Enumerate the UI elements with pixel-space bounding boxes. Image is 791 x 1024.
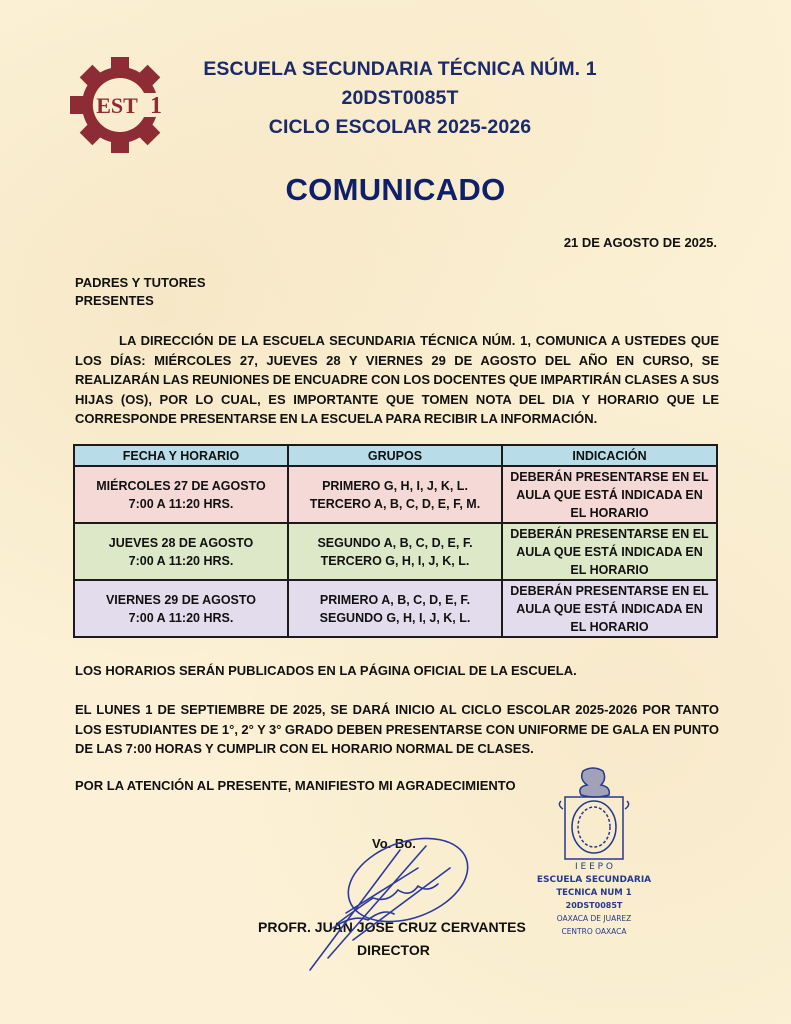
school-start-paragraph: EL LUNES 1 DE SEPTIEMBRE DE 2025, SE DARÁ INICIO AL CICLO ESCOLAR 2025-2026 POR TANTO LOS ESTUDIANTES DE 1°, 2° Y 3° GRADO DEBEN PRESENTARSE CON UNIFORME DE GALA EN PUNTO DE LAS 7:00 HORAS Y CUMPLIR CON EL HORARIO NORMAL DE CLASES. [75,702,719,757]
row-groups-2: SEGUNDO G, H, I, J, K, L. [319,610,471,625]
cell-groups [288,523,502,580]
table-row [74,580,717,637]
table-header-row [74,445,717,466]
row-date: MIÉRCOLES 27 DE AGOSTO [96,478,266,493]
table-row [74,466,717,523]
school-cycle: CICLO ESCOLAR 2025-2026 [268,116,532,138]
approval-label: Vo. Bo. [372,836,416,851]
recipient-line-1: PADRES Y TUTORES [75,275,206,290]
document-date: 21 DE AGOSTO DE 2025. [563,235,717,250]
school-name: ESCUELA SECUNDARIA TÉCNICA NÚM. 1 [203,58,597,80]
row-groups-1: PRIMERO G, H, I, J, K, L. [322,478,468,493]
recipient-line-2: PRESENTES [75,293,154,308]
seal-line-5: OAXACA DE JUAREZ [556,914,632,923]
row-date: VIERNES 29 DE AGOSTO [105,592,257,607]
cell-groups [288,580,502,637]
header-fecha-horario: FECHA Y HORARIO [74,445,288,466]
row-time: 7:00 A 11:20 HRS. [128,553,234,568]
table-row [74,523,717,580]
cell-indication: DEBERÁN PRESENTARSE EN EL AULA QUE ESTÁ INDICADA EN EL HORARIO [502,523,717,580]
row-groups-1: PRIMERO A, B, C, D, E, F. [319,592,471,607]
svg-text:1: 1 [150,93,162,119]
seal-line-3: TECNICA NUM 1 [556,888,632,898]
cell-indication: DEBERÁN PRESENTARSE EN EL AULA QUE ESTÁ INDICADA EN EL HORARIO [502,580,717,637]
logo-text: EST [96,93,138,118]
row-time: 7:00 A 11:20 HRS. [128,610,234,625]
official-seal [535,765,655,955]
document-title: COMUNICADO [285,172,506,207]
row-date: JUEVES 28 DE AGOSTO [108,535,254,550]
row-groups-1: SEGUNDO A, B, C, D, E, F. [317,535,473,550]
cell-date-time [74,523,288,580]
cell-date-time [74,580,288,637]
cell-groups [288,466,502,523]
seal-line-1: I E E P O [575,862,613,872]
intro-paragraph: LA DIRECCIÓN DE LA ESCUELA SECUNDARIA TÉCNICA NÚM. 1, COMUNICA A USTEDES QUE LOS DÍAS: MIÉRCOLES 27, JUEVES 28 Y VIERNES 29 DE AGOSTO DEL AÑO EN CURSO, SE REALIZARÁN LAS REUNIONES DE ENCUADRE CON LOS DOCENTES QUE IMPARTIRÁN CLASES A SUS HIJAS (OS), POR LO CUAL, ES IMPORTANTE QUE TOMEN NOTA DEL DIA Y HORARIO QUE LE CORRESPONDE PRESENTARSE EN LA ESCUELA PARA RECIBIR LA INFORMACIÓN. [75,333,719,427]
publication-note: LOS HORARIOS SERÁN PUBLICADOS EN LA PÁGINA OFICIAL DE LA ESCUELA. [75,663,577,678]
seal-line-6: CENTRO OAXACA [561,927,627,936]
seal-line-2: ESCUELA SECUNDARIA [536,875,652,885]
director-name: PROFR. JUAN JOSE CRUZ CERVANTES [258,919,526,935]
cell-indication: DEBERÁN PRESENTARSE EN EL AULA QUE ESTÁ INDICADA EN EL HORARIO [502,466,717,523]
school-logo [68,55,170,155]
closing-line: POR LA ATENCIÓN AL PRESENTE, MANIFIESTO MI AGRADECIMIENTO [75,778,516,793]
seal-line-4: 20DST0085T [565,901,623,910]
header-indicacion: INDICACIÓN [502,445,717,466]
director-title: DIRECTOR [357,942,430,958]
row-groups-2: TERCERO A, B, C, D, E, F, M. [309,496,481,511]
row-groups-2: TERCERO G, H, I, J, K, L. [320,553,470,568]
header-grupos: GRUPOS [288,445,502,466]
handwritten-signature [298,828,478,976]
school-code: 20DST0085T [341,87,459,109]
row-time: 7:00 A 11:20 HRS. [128,496,234,511]
cell-date-time [74,466,288,523]
schedule-table [73,444,718,638]
